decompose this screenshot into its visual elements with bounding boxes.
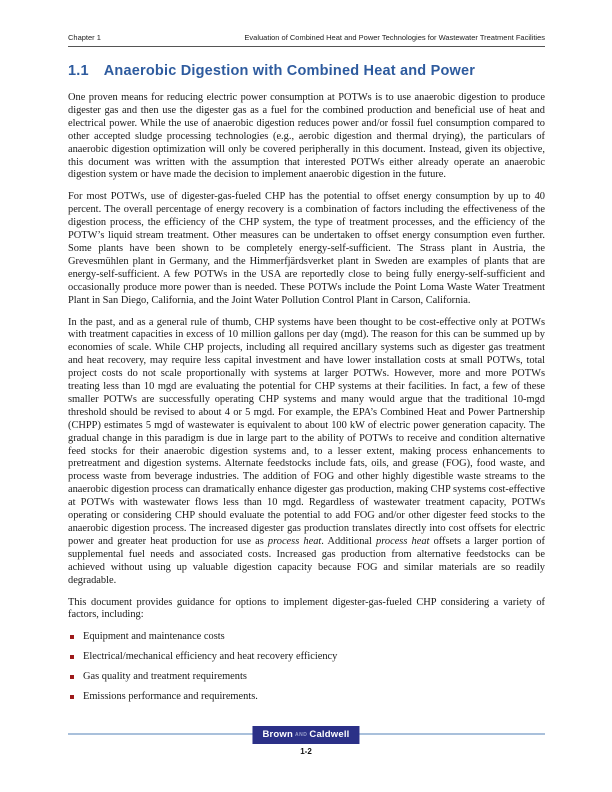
section-number: 1.1 — [68, 63, 89, 79]
bullet-text: Equipment and maintenance costs — [83, 631, 225, 643]
bullet-square-icon — [70, 635, 74, 639]
paragraph: In the past, and as a general rule of thumb, CHP systems have been thought to be cost-effective only at POTWs with treatment capacities in excess of 10 million gallons per day (mgd). The reason for this can be summed up by economies of scale. While CHP projects, including all required ancillary systems such as digester gas treatment and heat recovery, may require less capital investment and have lower installation costs at small POTWs, total project costs do not scale proportionally with systems at larger POTWs. However, more and more POTWs treating less than 10 mgd are evaluating the potential for CHP systems at their facilities. In fact, a few of these smaller POTWs are successfully operating CHP systems and many would argue that the traditional 10-mgd threshold should be revised to about 4 or 5 mgd. For example, the EPA’s Combined Heat and Power Partnership (CHPP) estimates 5 mgd of wastewater is equivalent to about 100 kW of electric power generation capacity. The gradual change in this paradigm is due in large part to the ability of POTWs to receive and condition alternative feed stocks for their anaerobic digestion systems and, to a lesser extent, making process enhancements to pretreatment and digestion systems. Alternate feedstocks include fats, oils, and grease (FOG), food waste, and process waste from beverage industries. The addition of FOG and other highly digestible waste streams to the anaerobic digestion process can dramatically enhance digester gas production, making CHP systems cost-effective at POTWs with wastewater flows less than 10 mgd. Regardless of wastewater treatment capacity, POTWs operating or considering CHP should evaluate the potential to add FOG and/or other digester feed stocks to the anaerobic digestion process. The increased digester gas production translates directly into cost offsets for electric power and greater heat production for use as process heat. Additional process heat offsets a larger portion of supplemental fuel needs and associated costs. Increased gas production from alternative feedstocks can be achieved without using up valuable digestion capacity because FOG and similar materials are so readily degradable. — [68, 316, 545, 586]
logo-brown-text: Brown — [262, 729, 294, 740]
bullet-item — [68, 671, 545, 684]
bullet-item — [68, 651, 545, 664]
page-number: 1-2 — [300, 747, 312, 756]
bullet-square-icon — [70, 675, 74, 679]
bullet-square-icon — [70, 695, 74, 699]
page-content — [68, 63, 545, 711]
page-header — [68, 33, 545, 47]
paragraph: For most POTWs, use of digester-gas-fueled CHP has the potential to offset energy consumption by up to 40 percent. The overall percentage of energy recovery is a combination of factors including the effectiveness of the digestion process, the efficiency of the CHP system, the type of treatment processes, and the efficiency of the POTW’s liquid stream treatment. Other measures can be undertaken to offset energy consumption even further. Some plants have been shown to be completely energy-self-sufficient. The Strass plant in Austria, the Grevesmühlen plant in Germany, and the Himmerfjärdsverket plant in Sweden are examples of plants that are energy-self-sufficient. A few POTWs in the USA are reportedly close to being fully energy-self-sufficient and occasionally produce more power than is needed. These POTWs include the Point Loma Waste Water Treatment Plant in San Diego, California, and the Joint Water Pollution Control Plant in Carson, California. — [68, 191, 545, 306]
header-doc-title: Evaluation of Combined Heat and Power Technologies for Wastewater Treatment Facilities — [244, 33, 545, 42]
brown-and-caldwell-logo — [252, 726, 359, 744]
bullet-text: Gas quality and treatment requirements — [83, 671, 247, 683]
bullet-item — [68, 691, 545, 704]
bullet-item — [68, 631, 545, 644]
paragraph: One proven means for reducing electric power consumption at POTWs is to use anaerobic digestion to produce digester gas and then use the digester gas as a fuel for the combined production and beneficial use of heat and electrical power. While the use of anaerobic digestion reduces power and/or fossil fuel consumption compared to other accepted sludge processing technologies (e.g., aerobic digestion and thermal drying), the particulars of anaerobic digestion optimization will only be covered peripherally in this document. Instead, given its objective, this document was written with the assumption that interested POTWs either already operate an anaerobic digestion system or have made the decision to implement anaerobic digestion in the future. — [68, 92, 545, 181]
bullet-square-icon — [70, 655, 74, 659]
logo-and-text: AND — [295, 731, 308, 738]
logo-caldwell-text: Caldwell — [309, 729, 350, 740]
bullet-text: Electrical/mechanical efficiency and heat recovery efficiency — [83, 651, 338, 663]
header-chapter-label: Chapter 1 — [68, 33, 101, 42]
bullet-list — [68, 631, 545, 704]
bullet-text: Emissions performance and requirements. — [83, 691, 258, 703]
section-heading — [68, 63, 545, 79]
body-paragraphs — [68, 92, 545, 622]
section-title: Anaerobic Digestion with Combined Heat and Power — [103, 63, 476, 79]
paragraph: This document provides guidance for options to implement digester-gas-fueled CHP considering a variety of factors, including: — [68, 596, 545, 621]
